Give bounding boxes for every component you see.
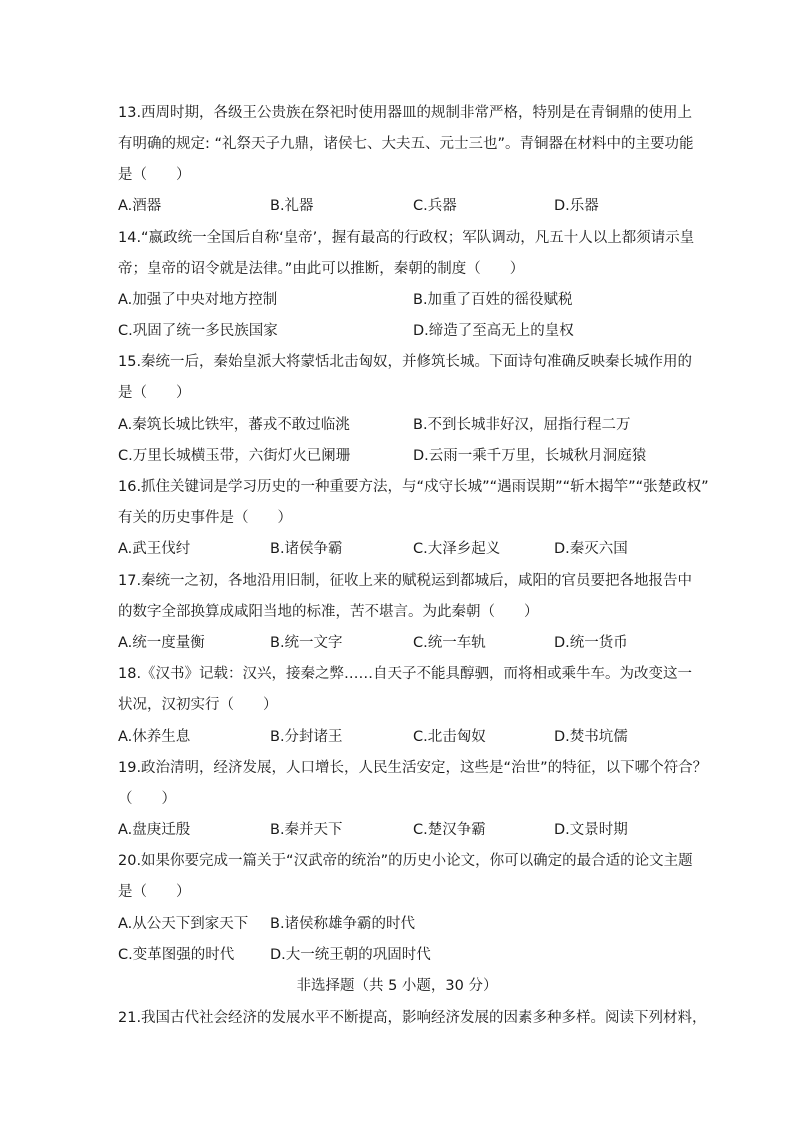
q20-option-a: A.从公天下到家天下 xyxy=(118,916,249,932)
q14-option-d: D.缔造了至高无上的皇权 xyxy=(413,323,574,339)
q15-stem-line2: 是（ ） xyxy=(118,385,191,401)
q13-stem-line3: 是（ ） xyxy=(118,167,191,183)
q20-stem-line2: 是（ ） xyxy=(118,884,191,900)
q18-option-c: C.北击匈奴 xyxy=(413,729,486,745)
q16-option-a: A.武王伐纣 xyxy=(118,541,191,557)
q19-option-c: C.楚汉争霸 xyxy=(413,822,486,838)
q13-option-d: D.乐器 xyxy=(554,198,599,214)
q13-option-c: C.兵器 xyxy=(413,198,457,214)
q14-option-b: B.加重了百姓的徭役赋税 xyxy=(413,292,573,308)
q17-option-b: B.统一文字 xyxy=(270,635,343,651)
q15-option-b: B.不到长城非好汉，屈指行程二万 xyxy=(413,417,631,433)
q19-option-d: D.文景时期 xyxy=(554,822,628,838)
q20-option-c: C.变革图强的时代 xyxy=(118,947,235,963)
q17-option-c: C.统一车轨 xyxy=(413,635,486,651)
q18-option-d: D.焚书坑儒 xyxy=(554,729,628,745)
q16-stem-line1: 16.抓住关键词是学习历史的一种重要方法，与“戍守长城”“遇雨误期”“斩木揭竿”“张楚政权” xyxy=(118,479,709,495)
q18-option-b: B.分封诸王 xyxy=(270,729,343,745)
q19-option-a: A.盘庚迁殷 xyxy=(118,822,191,838)
q13-option-b: B.礼器 xyxy=(270,198,314,214)
q17-option-d: D.统一货币 xyxy=(554,635,628,651)
q14-option-c: C.巩固了统一多民族国家 xyxy=(118,323,278,339)
q14-stem-line1: 14.“嬴政统一全国后自称‘皇帝’，握有最高的行政权；军队调动，凡五十人以上都须请示皇 xyxy=(118,230,695,246)
q14-stem-line2: 帝；皇帝的诏令就是法律。”由此可以推断，秦朝的制度（ ） xyxy=(118,261,525,277)
q15-stem-line1: 15.秦统一后，秦始皇派大将蒙恬北击匈奴，并修筑长城。下面诗句准确反映秦长城作用的 xyxy=(118,354,693,370)
q16-option-c: C.大泽乡起义 xyxy=(413,541,501,557)
q18-option-a: A.休养生息 xyxy=(118,729,191,745)
q13-stem-line2: 有明确的规定: “礼祭天子九鼎，诸侯七、大夫五、元士三也”。青铜器在材料中的主要功能 xyxy=(118,136,694,152)
q17-option-a: A.统一度量衡 xyxy=(118,635,205,651)
q13-option-a: A.酒器 xyxy=(118,198,162,214)
q17-stem-line1: 17.秦统一之初，各地沿用旧制，征收上来的赋税运到都城后，咸阳的官员要把各地报告中 xyxy=(118,573,693,589)
q18-stem-line2: 状况，汉初实行（ ） xyxy=(118,697,278,713)
q17-stem-line2: 的数字全部换算成咸阳当地的标准，苦不堪言。为此秦朝（ ） xyxy=(118,604,539,620)
q20-option-b: B.诸侯称雄争霸的时代 xyxy=(270,916,416,932)
q19-stem-line1: 19.政治清明，经济发展，人口增长，人民生活安定，这些是“治世”的特征，以下哪个符合？ xyxy=(118,760,708,776)
q14-option-a: A.加强了中央对地方控制 xyxy=(118,292,278,308)
section-heading: 非选择题（共 5 小题，30 分） xyxy=(296,978,498,994)
q15-option-a: A.秦筑长城比铁牢，蕃戎不敢过临洮 xyxy=(118,417,350,433)
q21-stem-line1: 21.我国古代社会经济的发展水平不断提高，影响经济发展的因素多种多样。阅读下列材料， xyxy=(118,1010,707,1026)
q20-option-d: D.大一统王朝的巩固时代 xyxy=(270,947,431,963)
q18-stem-line1: 18.《汉书》记载：汉兴，接秦之弊……自天子不能具醇驷，而将相或乘牛车。为改变这一 xyxy=(118,666,693,682)
q16-option-d: D.秦灭六国 xyxy=(554,541,628,557)
q15-option-d: D.云雨一乘千万里，长城秋月洞庭猿 xyxy=(413,448,647,464)
q16-option-b: B.诸侯争霸 xyxy=(270,541,343,557)
q13-stem-line1: 13.西周时期，各级王公贵族在祭祀时使用器皿的规制非常严格，特别是在青铜鼎的使用上 xyxy=(118,105,693,121)
q20-stem-line1: 20.如果你要完成一篇关于“汉武帝的统治”的历史小论文，你可以确定的最合适的论文主题 xyxy=(118,853,693,869)
q19-option-b: B.秦并天下 xyxy=(270,822,343,838)
q15-option-c: C.万里长城横玉带，六街灯火已阑珊 xyxy=(118,448,351,464)
q19-stem-line2: （ ） xyxy=(118,791,176,807)
q16-stem-line2: 有关的历史事件是（ ） xyxy=(118,510,292,526)
